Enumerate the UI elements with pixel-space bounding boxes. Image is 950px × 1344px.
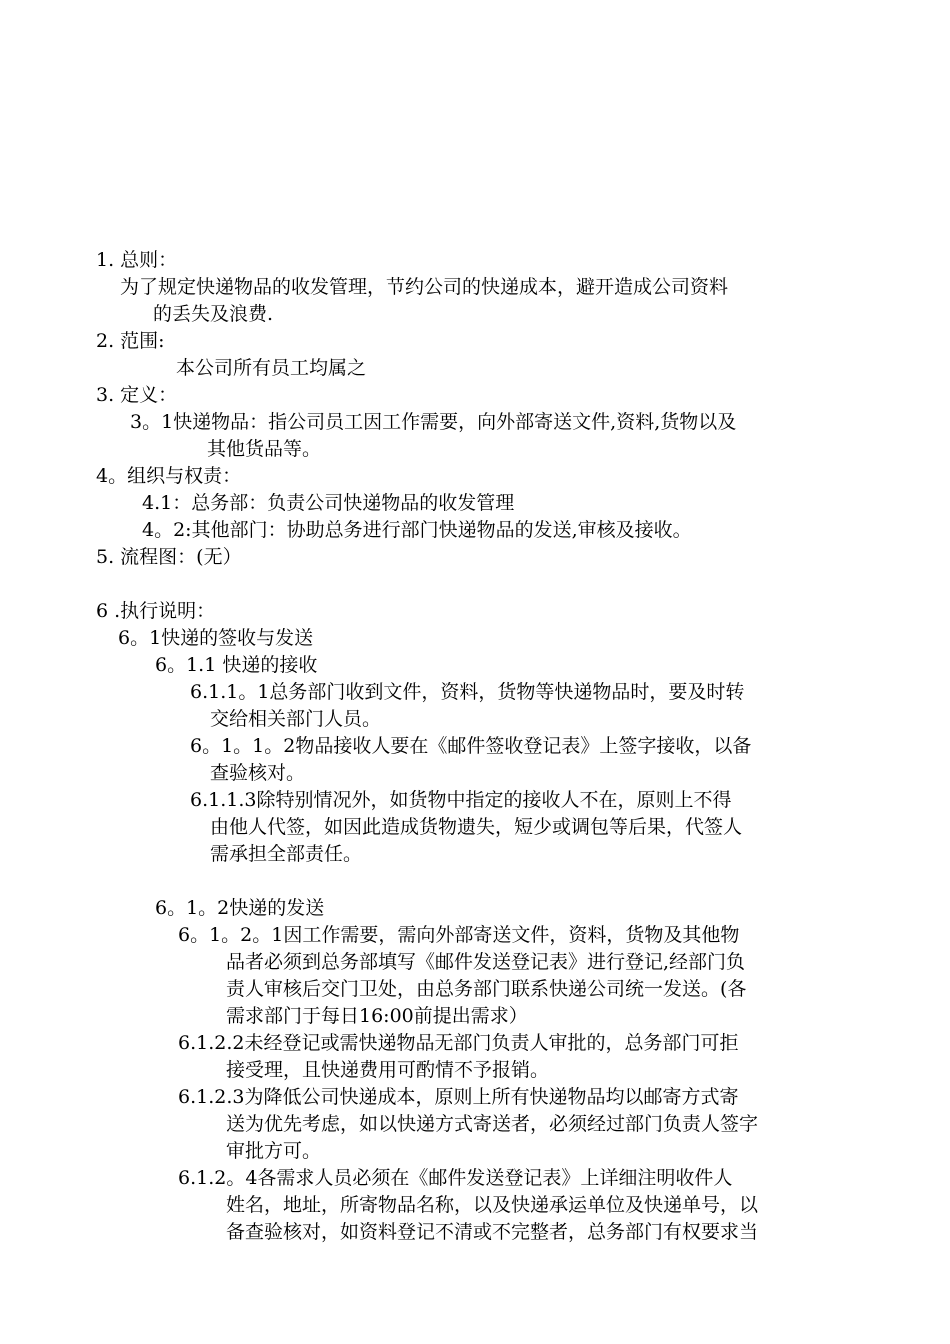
item-6-1-1-3: 需承担全部责任。	[210, 843, 363, 865]
item-6-1-1-3: 6.1.1.3除特别情况外，如货物中指定的接收人不在，原则上不得	[190, 789, 732, 811]
item-6-1-1-2: 6。1。1。2物品接收人要在《邮件签收登记表》上签字接收，以备	[190, 735, 752, 757]
section-4-heading: 4。组织与权责：	[96, 465, 242, 487]
section-1-text: 的丢失及浪费.	[153, 303, 274, 325]
item-6-1-2-1: 品者必须到总务部填写《邮件发送登记表》进行登记,经部门负	[226, 951, 746, 973]
section-1-text: 为了规定快递物品的收发管理，节约公司的快递成本，避开造成公司资料	[120, 276, 729, 298]
item-6-1-2-2: 接受理，且快递费用可酌情不予报销。	[226, 1059, 550, 1081]
item-6-1-2-3: 审批方可。	[226, 1140, 322, 1162]
item-6-1-1-1: 交给相关部门人员。	[210, 708, 382, 730]
item-6-1-2-3: 送为优先考虑，如以快递方式寄送者，必须经过部门负责人签字	[226, 1113, 759, 1135]
section-6-1-2-heading: 6。1。2快递的发送	[155, 897, 325, 919]
section-2-heading: 2. 范围:	[96, 330, 165, 352]
section-3-text: 其他货品等。	[207, 438, 322, 460]
section-2-text: 本公司所有员工均属之	[176, 357, 367, 379]
item-6-1-2-1: 6。1。2。1因工作需要，需向外部寄送文件，资料，货物及其他物	[178, 924, 740, 946]
section-6-1-1-heading: 6。1.1 快递的接收	[155, 654, 318, 676]
item-6-1-1-1: 6.1.1。1总务部门收到文件，资料，货物等快递物品时，要及时转	[190, 681, 745, 703]
item-6-1-2-4: 备查验核对，如资料登记不清或不完整者，总务部门有权要求当	[226, 1221, 759, 1243]
item-6-1-2-4: 6.1.2。4各需求人员必须在《邮件发送登记表》上详细注明收件人	[178, 1167, 733, 1189]
item-6-1-1-3: 由他人代签，如因此造成货物遗失，短少或调包等后果，代签人	[210, 816, 743, 838]
section-4-text: 4.1：总务部：负责公司快递物品的收发管理	[142, 492, 515, 514]
item-6-1-2-1: 责人审核后交门卫处，由总务部门联系快递公司统一发送。(各	[226, 978, 747, 1000]
section-3-text: 3。1快递物品：指公司员工因工作需要，向外部寄送文件,资料,货物以及	[130, 411, 737, 433]
item-6-1-2-4: 姓名，地址，所寄物品名称，以及快递承运单位及快递单号，以	[226, 1194, 759, 1216]
section-3-heading: 3. 定义：	[96, 384, 178, 406]
section-1-heading: 1. 总则：	[96, 249, 178, 271]
item-6-1-2-1: 需求部门于每日16:00前提出需求）	[226, 1005, 528, 1027]
section-5-heading: 5. 流程图：(无）	[96, 546, 242, 568]
item-6-1-2-2: 6.1.2.2未经登记或需快递物品无部门负责人审批的，总务部门可拒	[178, 1032, 739, 1054]
section-6-heading: 6 .执行说明：	[96, 600, 216, 622]
item-6-1-2-3: 6.1.2.3为降低公司快递成本，原则上所有快递物品均以邮寄方式寄	[178, 1086, 739, 1108]
item-6-1-1-2: 查验核对。	[210, 762, 306, 784]
section-6-1-heading: 6。1快递的签收与发送	[118, 627, 314, 649]
section-4-text: 4。2:其他部门：协助总务进行部门快递物品的发送,审核及接收。	[142, 519, 692, 541]
